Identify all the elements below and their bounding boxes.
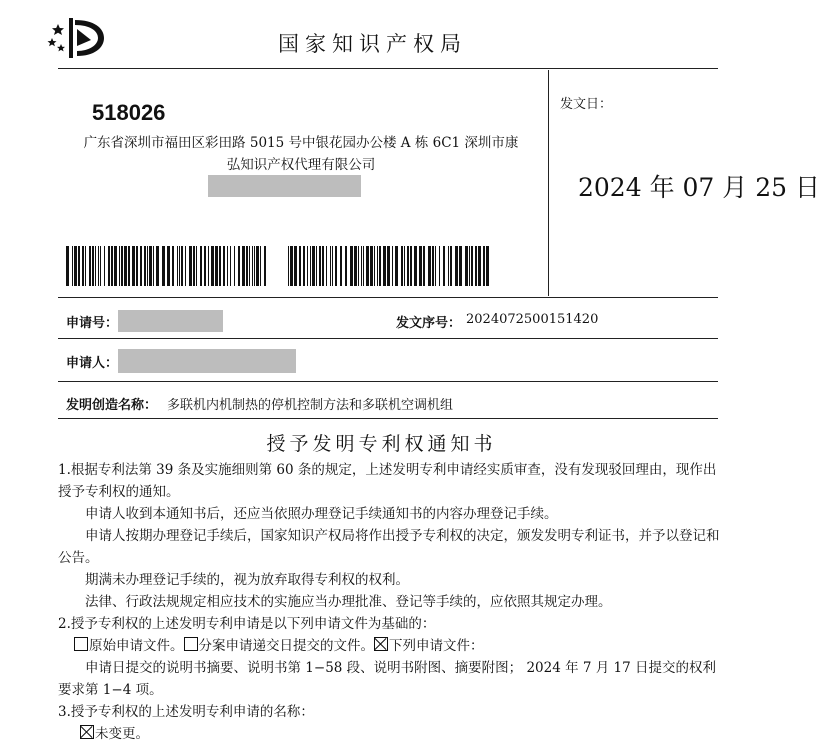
barcode-bar — [254, 246, 255, 286]
barcode-bar — [193, 246, 195, 286]
barcode-bar — [66, 246, 69, 286]
divider — [58, 381, 718, 382]
barcode-bar — [260, 246, 261, 286]
barcode-bar — [249, 246, 250, 286]
barcode-bar — [92, 246, 94, 286]
barcode-bar — [310, 246, 311, 286]
barcode-bar — [322, 246, 324, 286]
barcode-bar — [100, 246, 101, 286]
checkbox-unchanged — [80, 725, 94, 739]
barcode-bar — [82, 246, 84, 286]
applicant-label: 申请人： — [66, 355, 119, 370]
redacted-application-no — [118, 310, 223, 332]
barcode-bar — [167, 246, 170, 286]
barcode-bar — [345, 246, 347, 286]
barcode-bar — [358, 246, 359, 286]
barcode-bar — [377, 246, 378, 286]
barcode-bar — [290, 246, 293, 286]
name-status — [58, 723, 722, 745]
barcode-bar — [162, 246, 165, 286]
barcode-bar — [354, 246, 357, 286]
option-divisional-docs: 分案申请递交日提交的文件。 — [198, 638, 374, 654]
barcode-bar — [246, 246, 248, 286]
barcode-bar — [423, 246, 425, 286]
barcode-bar — [153, 246, 154, 286]
option-original-docs: 原始申请文件。 — [89, 638, 184, 654]
barcode-bar — [189, 246, 192, 286]
barcode-bar — [439, 246, 440, 286]
invention-title-value: 多联机内机制热的停机控制方法和多联机空调机组 — [167, 398, 454, 413]
barcode-bar — [455, 246, 458, 286]
barcode-bar — [370, 246, 373, 286]
checkbox-listed-docs — [374, 637, 388, 651]
barcode-bar — [326, 246, 327, 286]
barcode-bar — [361, 246, 362, 286]
office-title: 国家知识产权局 — [278, 32, 467, 56]
clause-3: 3.授予专利权的上述发明专利申请的名称： — [58, 704, 314, 720]
basis-options — [58, 635, 722, 657]
barcode-bar — [303, 246, 305, 286]
barcode-bar — [230, 246, 231, 286]
barcode-bar — [450, 246, 452, 286]
barcode-right — [288, 246, 491, 286]
barcode-bar — [204, 246, 206, 286]
clause-1: 1.根据专利法第 39 条及实施细则第 60 条的规定，上述发明专利申请经实质审查，没有发现驳回理由，现作出授予专利权的通知。 — [58, 462, 717, 500]
barcode-bar — [104, 246, 105, 286]
barcode-bar — [223, 246, 225, 286]
barcode-bar — [95, 246, 96, 286]
barcode-bar — [121, 246, 123, 286]
barcode-bar — [435, 246, 436, 286]
barcode-bar — [414, 246, 417, 286]
barcode-bar — [172, 246, 174, 286]
barcode-bar — [465, 246, 468, 286]
barcode-bar — [407, 246, 409, 286]
clause-1-para-2: 申请人收到本通知书后，还应当依照办理登记手续通知书的内容办理登记手续。 — [85, 506, 558, 522]
barcode-bar — [350, 246, 353, 286]
barcode-bar — [78, 246, 80, 286]
barcode-bar — [419, 246, 422, 286]
notice-body — [58, 459, 722, 745]
barcode-bar — [211, 246, 214, 286]
barcode-bar — [332, 246, 333, 286]
divider — [58, 418, 718, 419]
barcode-bar — [111, 246, 113, 286]
barcode-bar — [392, 246, 393, 286]
barcode-bar — [366, 246, 369, 286]
barcode-bar — [208, 246, 209, 286]
barcode-bar — [74, 246, 77, 286]
option-listed-docs: 下列申请文件： — [389, 638, 484, 654]
barcode-bar — [395, 246, 398, 286]
barcode-bar — [200, 246, 202, 286]
clause-2-details: 申请日提交的说明书摘要、说明书第 1−58 段、说明书附图、摘要附图； 2024 年 7 月 17 日提交的权利要求第 1−4 项。 — [58, 660, 717, 698]
barcode-bar — [114, 246, 117, 286]
address-line-2: 弘知识产权代理有限公司 — [226, 157, 376, 173]
barcode-bar — [432, 246, 434, 286]
barcode-bar — [428, 246, 431, 286]
barcode-bar — [294, 246, 297, 286]
barcode-bar — [136, 246, 138, 286]
divider — [58, 68, 718, 69]
barcode-bar — [288, 246, 289, 286]
barcode-bar — [128, 246, 130, 286]
barcode-bar — [264, 246, 266, 286]
serial-no-value: 2024072500151420 — [466, 312, 599, 327]
barcode-left — [66, 246, 268, 286]
barcode-bar — [144, 246, 146, 286]
notice-title: 授予发明专利权通知书 — [266, 433, 497, 455]
barcode-bar — [132, 246, 135, 286]
barcode-bar — [177, 246, 178, 286]
recipient-address — [66, 132, 536, 176]
application-no-label: 申请号： — [66, 315, 119, 330]
barcode-bar — [478, 246, 481, 286]
redacted-recipient — [208, 175, 361, 197]
barcode-bar — [319, 246, 321, 286]
barcode-bar — [234, 246, 235, 286]
clause-1-para-3: 申请人按期办理登记手续后，国家知识产权局将作出授予专利权的决定，颁发发明专利证书，并予以登记和公告。 — [58, 528, 720, 566]
address-line-1: 广东省深圳市福田区彩田路 5015 号中银花园办公楼 A 栋 6C1 深圳市康 — [83, 135, 519, 151]
redacted-applicant — [118, 349, 296, 373]
barcode-bar — [335, 246, 337, 286]
barcode-bar — [140, 246, 142, 286]
divider — [58, 338, 718, 339]
barcode-bar — [185, 246, 186, 286]
barcode-bar — [410, 246, 412, 286]
barcode-bar — [242, 246, 245, 286]
barcode-bar — [383, 246, 386, 286]
barcode-bar — [147, 246, 148, 286]
barcode-bar — [379, 246, 381, 286]
barcode-bar — [98, 246, 99, 286]
divider-vertical — [548, 70, 549, 296]
barcode-bar — [448, 246, 449, 286]
barcode-bar — [252, 246, 253, 286]
barcode-bar — [156, 246, 159, 286]
barcode-bar — [387, 246, 390, 286]
barcode-bar — [374, 246, 375, 286]
barcode-bar — [179, 246, 180, 286]
barcode-bar — [85, 246, 86, 286]
barcode-bar — [256, 246, 259, 286]
invention-title-label: 发明创造名称： — [66, 397, 158, 412]
barcode-bar — [469, 246, 470, 286]
checkbox-original-docs — [74, 637, 88, 651]
barcode-bar — [363, 246, 364, 286]
option-unchanged: 未变更。 — [95, 726, 149, 742]
barcode-bar — [316, 246, 317, 286]
barcode-bar — [72, 246, 73, 286]
barcode-bar — [238, 246, 240, 286]
barcode-bar — [119, 246, 120, 286]
send-date: 2024 年 07 月 25 日 — [578, 173, 820, 202]
barcode-bar — [483, 246, 485, 286]
barcode-bar — [215, 246, 218, 286]
barcode-bar — [227, 246, 228, 286]
divider — [58, 297, 718, 298]
barcode-bar — [89, 246, 91, 286]
barcode-bar — [108, 246, 110, 286]
barcode-bar — [475, 246, 477, 286]
barcode-bar — [443, 246, 445, 286]
postal-code: 518026 — [92, 100, 166, 125]
barcode-bar — [404, 246, 405, 286]
barcode-bar — [401, 246, 403, 286]
serial-no-label: 发文序号： — [396, 315, 462, 330]
clause-1-para-5: 法律、行政法规规定相应技术的实施应当办理批准、登记等手续的，应依照其规定办理。 — [85, 594, 612, 610]
barcode-bar — [340, 246, 342, 286]
barcode-bar — [307, 246, 308, 286]
barcode-bar — [196, 246, 197, 286]
barcode-bar — [299, 246, 301, 286]
barcode-bar — [486, 246, 489, 286]
clause-2: 2.授予专利权的上述发明专利申请是以下列申请文件为基础的： — [58, 616, 436, 632]
barcode-bar — [124, 246, 127, 286]
cnipa-logo-icon — [44, 14, 108, 60]
clause-1-para-4: 期满未办理登记手续的，视为放弃取得专利权的权利。 — [85, 572, 409, 588]
barcode-bar — [330, 246, 331, 286]
barcode-bar — [219, 246, 221, 286]
send-date-label: 发文日： — [560, 97, 613, 112]
barcode-bar — [181, 246, 183, 286]
barcode-bar — [312, 246, 315, 286]
barcode-bar — [459, 246, 462, 286]
barcode-bar — [471, 246, 473, 286]
checkbox-divisional-docs — [184, 637, 198, 651]
barcode-bar — [149, 246, 152, 286]
